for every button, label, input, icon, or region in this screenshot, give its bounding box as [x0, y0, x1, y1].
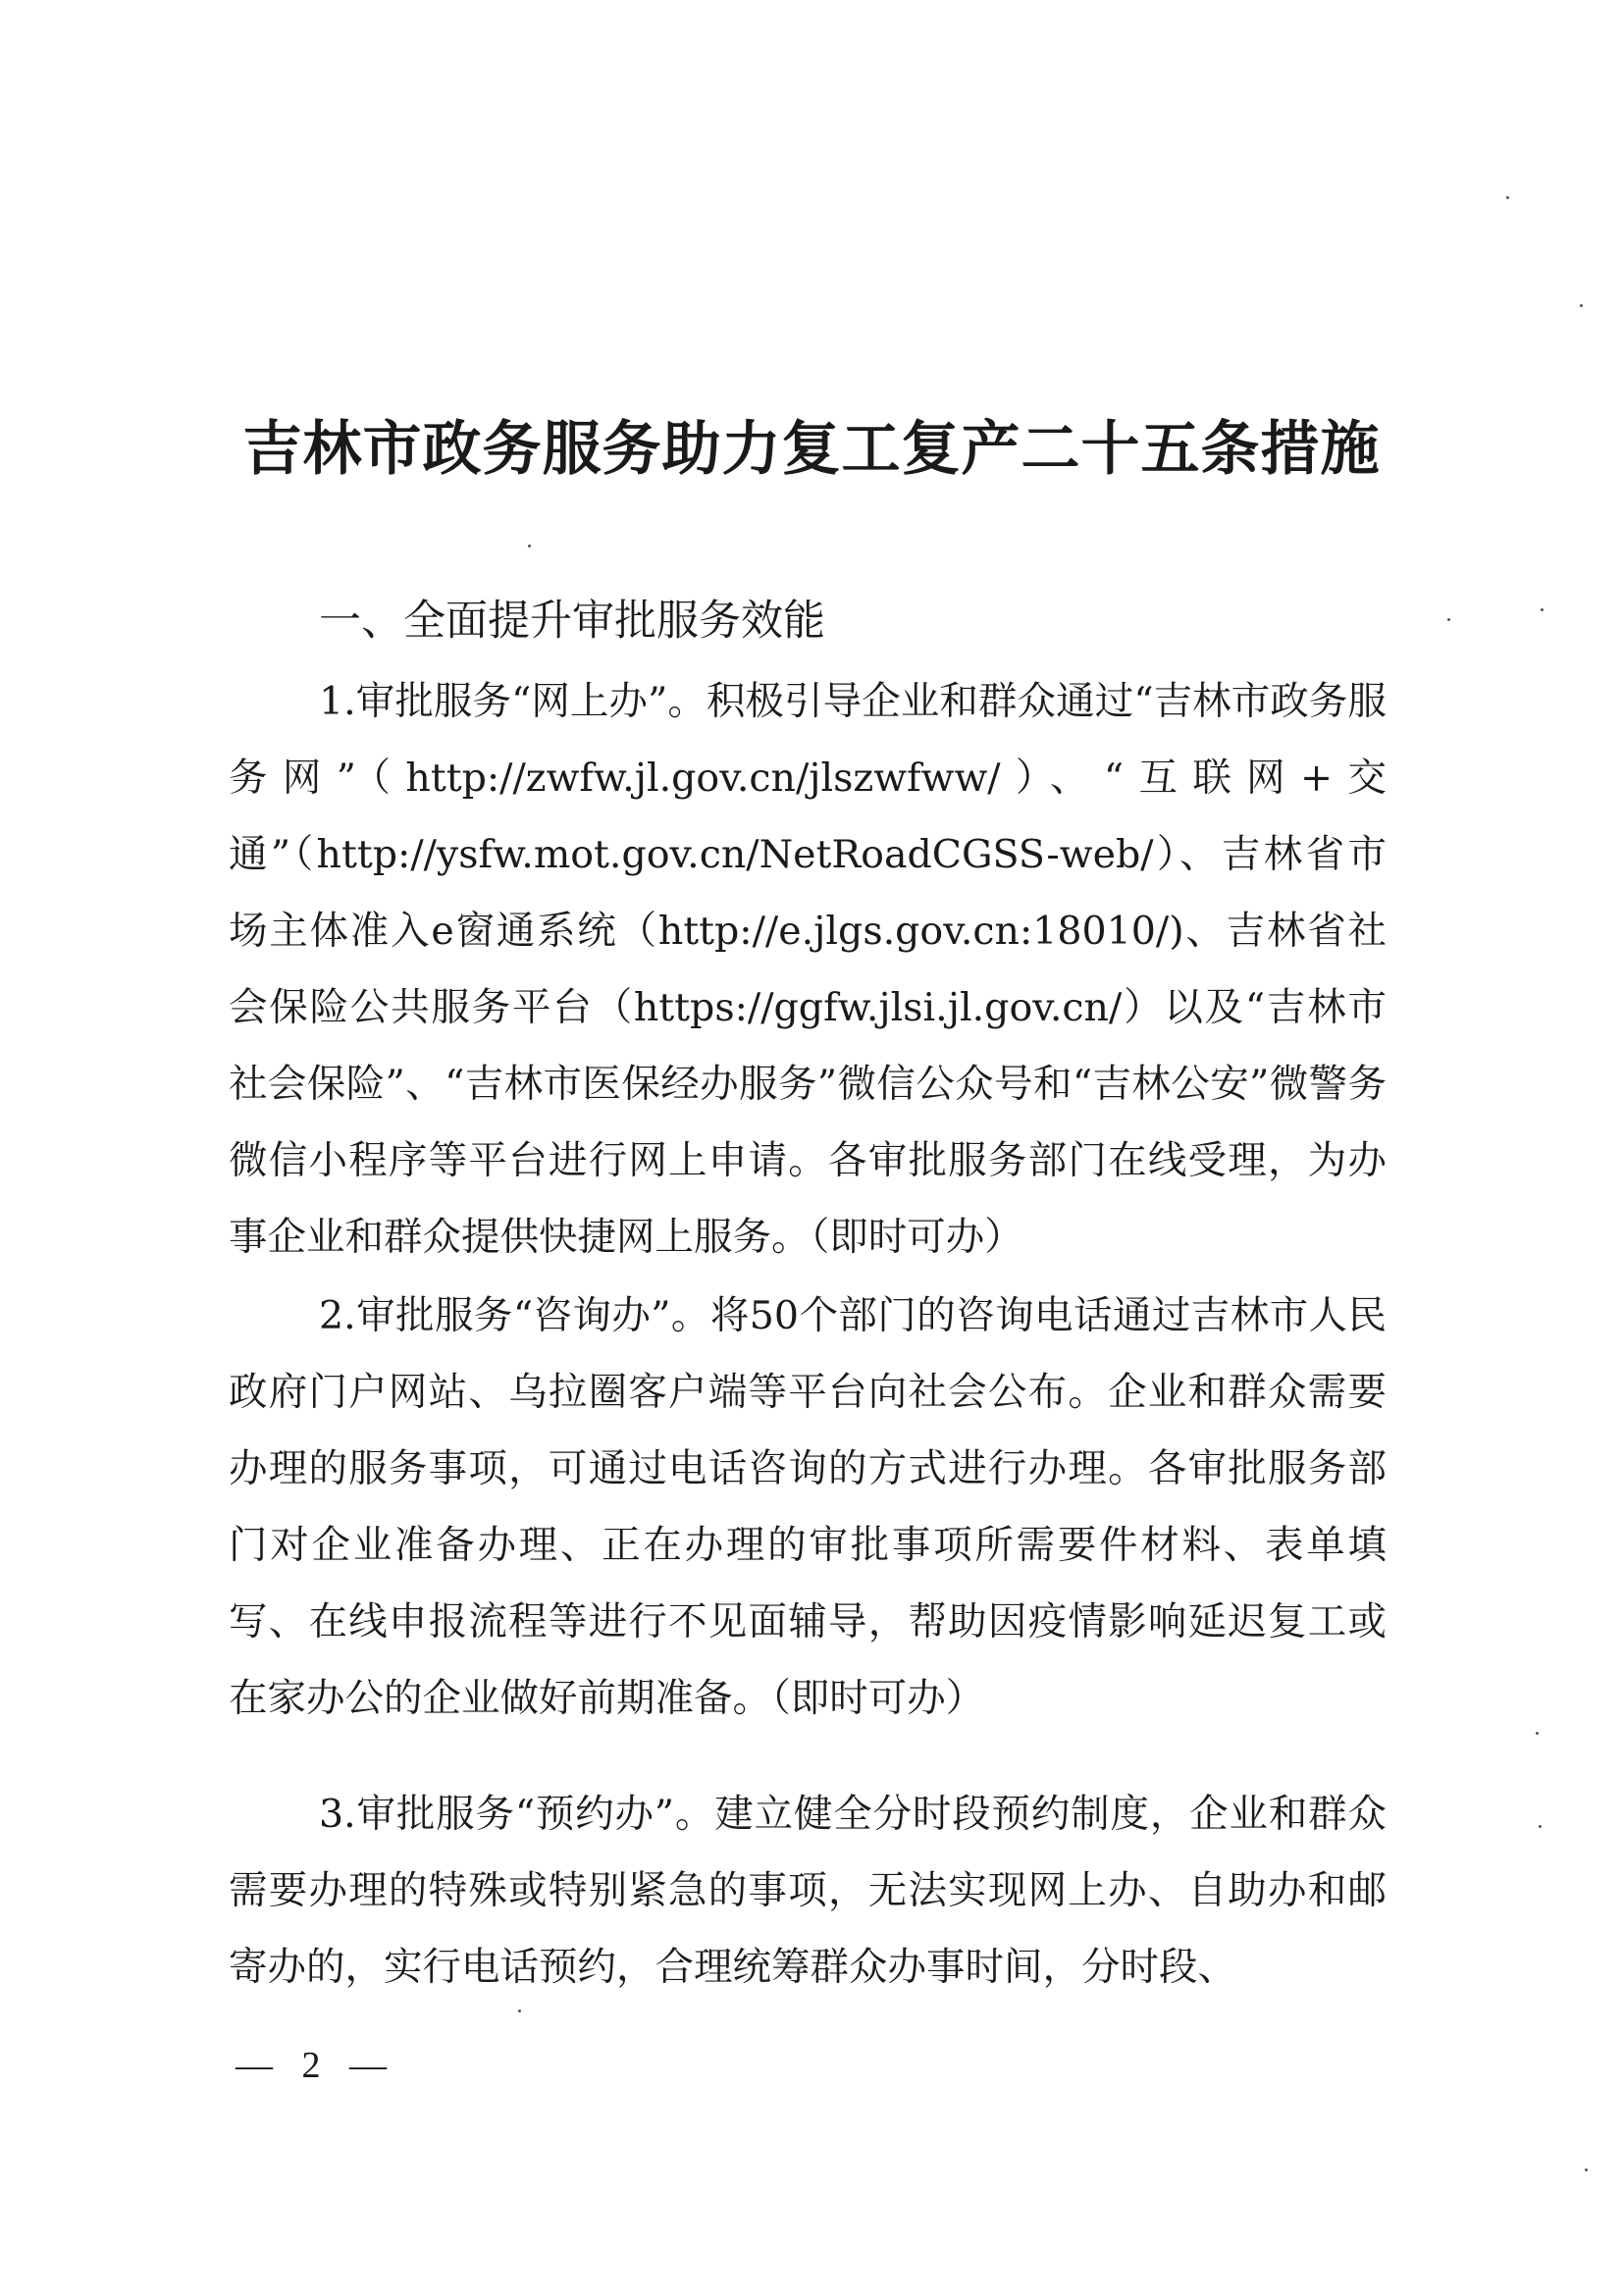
- document-title: 吉林市政务服务助力复工复产二十五条措施: [242, 415, 1381, 484]
- section-heading: 一、全面提升审批服务效能: [319, 597, 825, 646]
- scan-speck: [1536, 1732, 1539, 1735]
- paragraph-item-3: 3.审批服务“预约办”。建立健全分时段预约制度，企业和群众需要办理的特殊或特别紧急的事项，无法实现网上办、自助办和邮寄办的，实行电话预约，合理统筹群众办事时间，分时段、: [229, 1792, 1387, 1990]
- scan-speck: [1541, 608, 1544, 611]
- scan-speck: [1580, 304, 1583, 307]
- page-number: — 2 —: [236, 2045, 396, 2086]
- scan-speck: [518, 2009, 521, 2012]
- paragraph-item-1: 1.审批服务“网上办”。积极引导企业和群众通过“吉林市政务服务网”（http://zwfw.jl.gov.cn/jlszwfww/）、“互联网+交通”（http://ysfw.mot.gov.cn/NetRoadCGSS-web/）、吉林省市场主体准入e窗通系统（http://e.jlgs.gov.cn:18010/)、吉林省社会保险公共服务平台（https://ggfw.jlsi.jl.gov.cn/）以及“吉林市社会保险”、“吉林市医保经办服务”微信公众号和“吉林公安”微警务微信小程序等平台进行网上申请。各审批服务部门在线受理，为办事企业和群众提供快捷网上服务。（即时可办）: [229, 679, 1387, 1260]
- scan-speck: [1539, 1825, 1542, 1828]
- scan-speck: [1447, 618, 1450, 621]
- scan-speck: [1506, 196, 1509, 199]
- scan-speck: [528, 545, 531, 548]
- paragraph-item-2: 2.审批服务“咨询办”。将50个部门的咨询电话通过吉林市人民政府门户网站、乌拉圈客户端等平台向社会公布。企业和群众需要办理的服务事项，可通过电话咨询的方式进行办理。各审批服务部门对企业准备办理、正在办理的审批事项所需要件材料、表单填写、在线申报流程等进行不见面辅导，帮助因疫情影响延迟复工或在家办公的企业做好前期准备。（即时可办）: [229, 1293, 1387, 1721]
- scan-speck: [1585, 2168, 1588, 2171]
